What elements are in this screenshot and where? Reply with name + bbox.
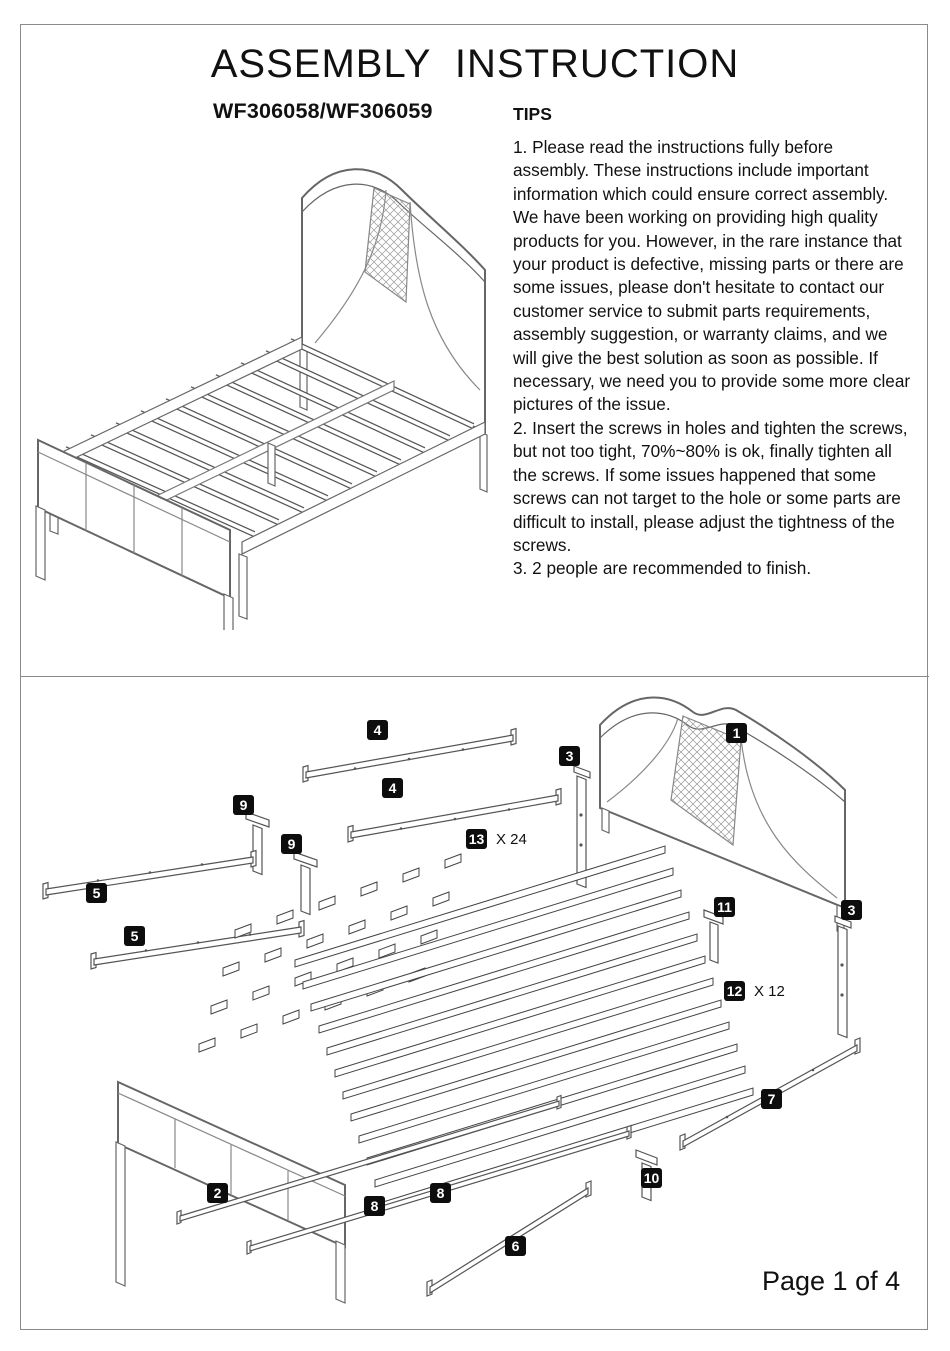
part-12-slats bbox=[295, 846, 753, 1209]
section-divider bbox=[20, 676, 929, 677]
part-2-footboard bbox=[116, 1082, 345, 1303]
part-label-13: 13 bbox=[466, 829, 487, 849]
footboard-drawing bbox=[36, 440, 233, 630]
part-5-rails bbox=[43, 851, 304, 970]
part-label-11: 11 bbox=[714, 897, 735, 917]
exploded-parts-diagram bbox=[25, 680, 925, 1325]
tip-3: 3. 2 people are recommended to finish. bbox=[513, 558, 812, 579]
part-label-8a: 8 bbox=[364, 1196, 385, 1216]
assembled-bed-illustration bbox=[30, 150, 510, 630]
part-label-3a: 3 bbox=[559, 746, 580, 766]
part-4-rails bbox=[303, 729, 561, 843]
part-label-6: 6 bbox=[505, 1236, 526, 1256]
part-label-3b: 3 bbox=[841, 900, 862, 920]
part-9-legs bbox=[246, 812, 317, 915]
part-label-8b: 8 bbox=[430, 1183, 451, 1203]
part-label-5a: 5 bbox=[86, 883, 107, 903]
part-label-1: 1 bbox=[726, 723, 747, 743]
part-11-leg bbox=[704, 910, 723, 963]
part-label-9a: 9 bbox=[233, 795, 254, 815]
tip-1: 1. Please read the instructions fully before assembly. These instructions include important information which could ensure correct assembly. We have been working on providing high quality products for you. However, in the rare instance that your product is defective, missing parts or there are some issues, please don't hesitate to contact our customer service to submit parts requirements, assembly suggestion, or warranty claims, and we will give the best solution as soon as possible. If necessary, we need you to provide some more clear pictures of the issue. bbox=[513, 137, 911, 415]
qty-connectors: X 24 bbox=[496, 831, 527, 848]
doc-title: ASSEMBLY INSTRUCTION bbox=[210, 42, 740, 86]
tip-2: 2. Insert the screws in holes and tighten the screws, but not too tight, 70%~80% is ok, finally tighten all the screws. If some issues happened that some screws can not target to the hole or some parts are difficult to install, please adjust the tightness of the screws. bbox=[513, 417, 908, 555]
qty-slats: X 12 bbox=[754, 983, 785, 1000]
part-label-10: 10 bbox=[641, 1168, 662, 1188]
part-label-9b: 9 bbox=[281, 834, 302, 854]
part-label-2: 2 bbox=[207, 1183, 228, 1203]
page-number: Page 1 of 4 bbox=[762, 1266, 901, 1296]
part-label-4b: 4 bbox=[382, 778, 403, 798]
part-label-4a: 4 bbox=[367, 720, 388, 740]
part-label-7: 7 bbox=[761, 1089, 782, 1109]
part-label-12: 12 bbox=[724, 981, 745, 1001]
tips-heading: TIPS bbox=[513, 104, 552, 124]
model-number: WF306058/WF306059 bbox=[213, 99, 433, 123]
tips-text bbox=[513, 136, 913, 581]
part-label-5b: 5 bbox=[124, 926, 145, 946]
